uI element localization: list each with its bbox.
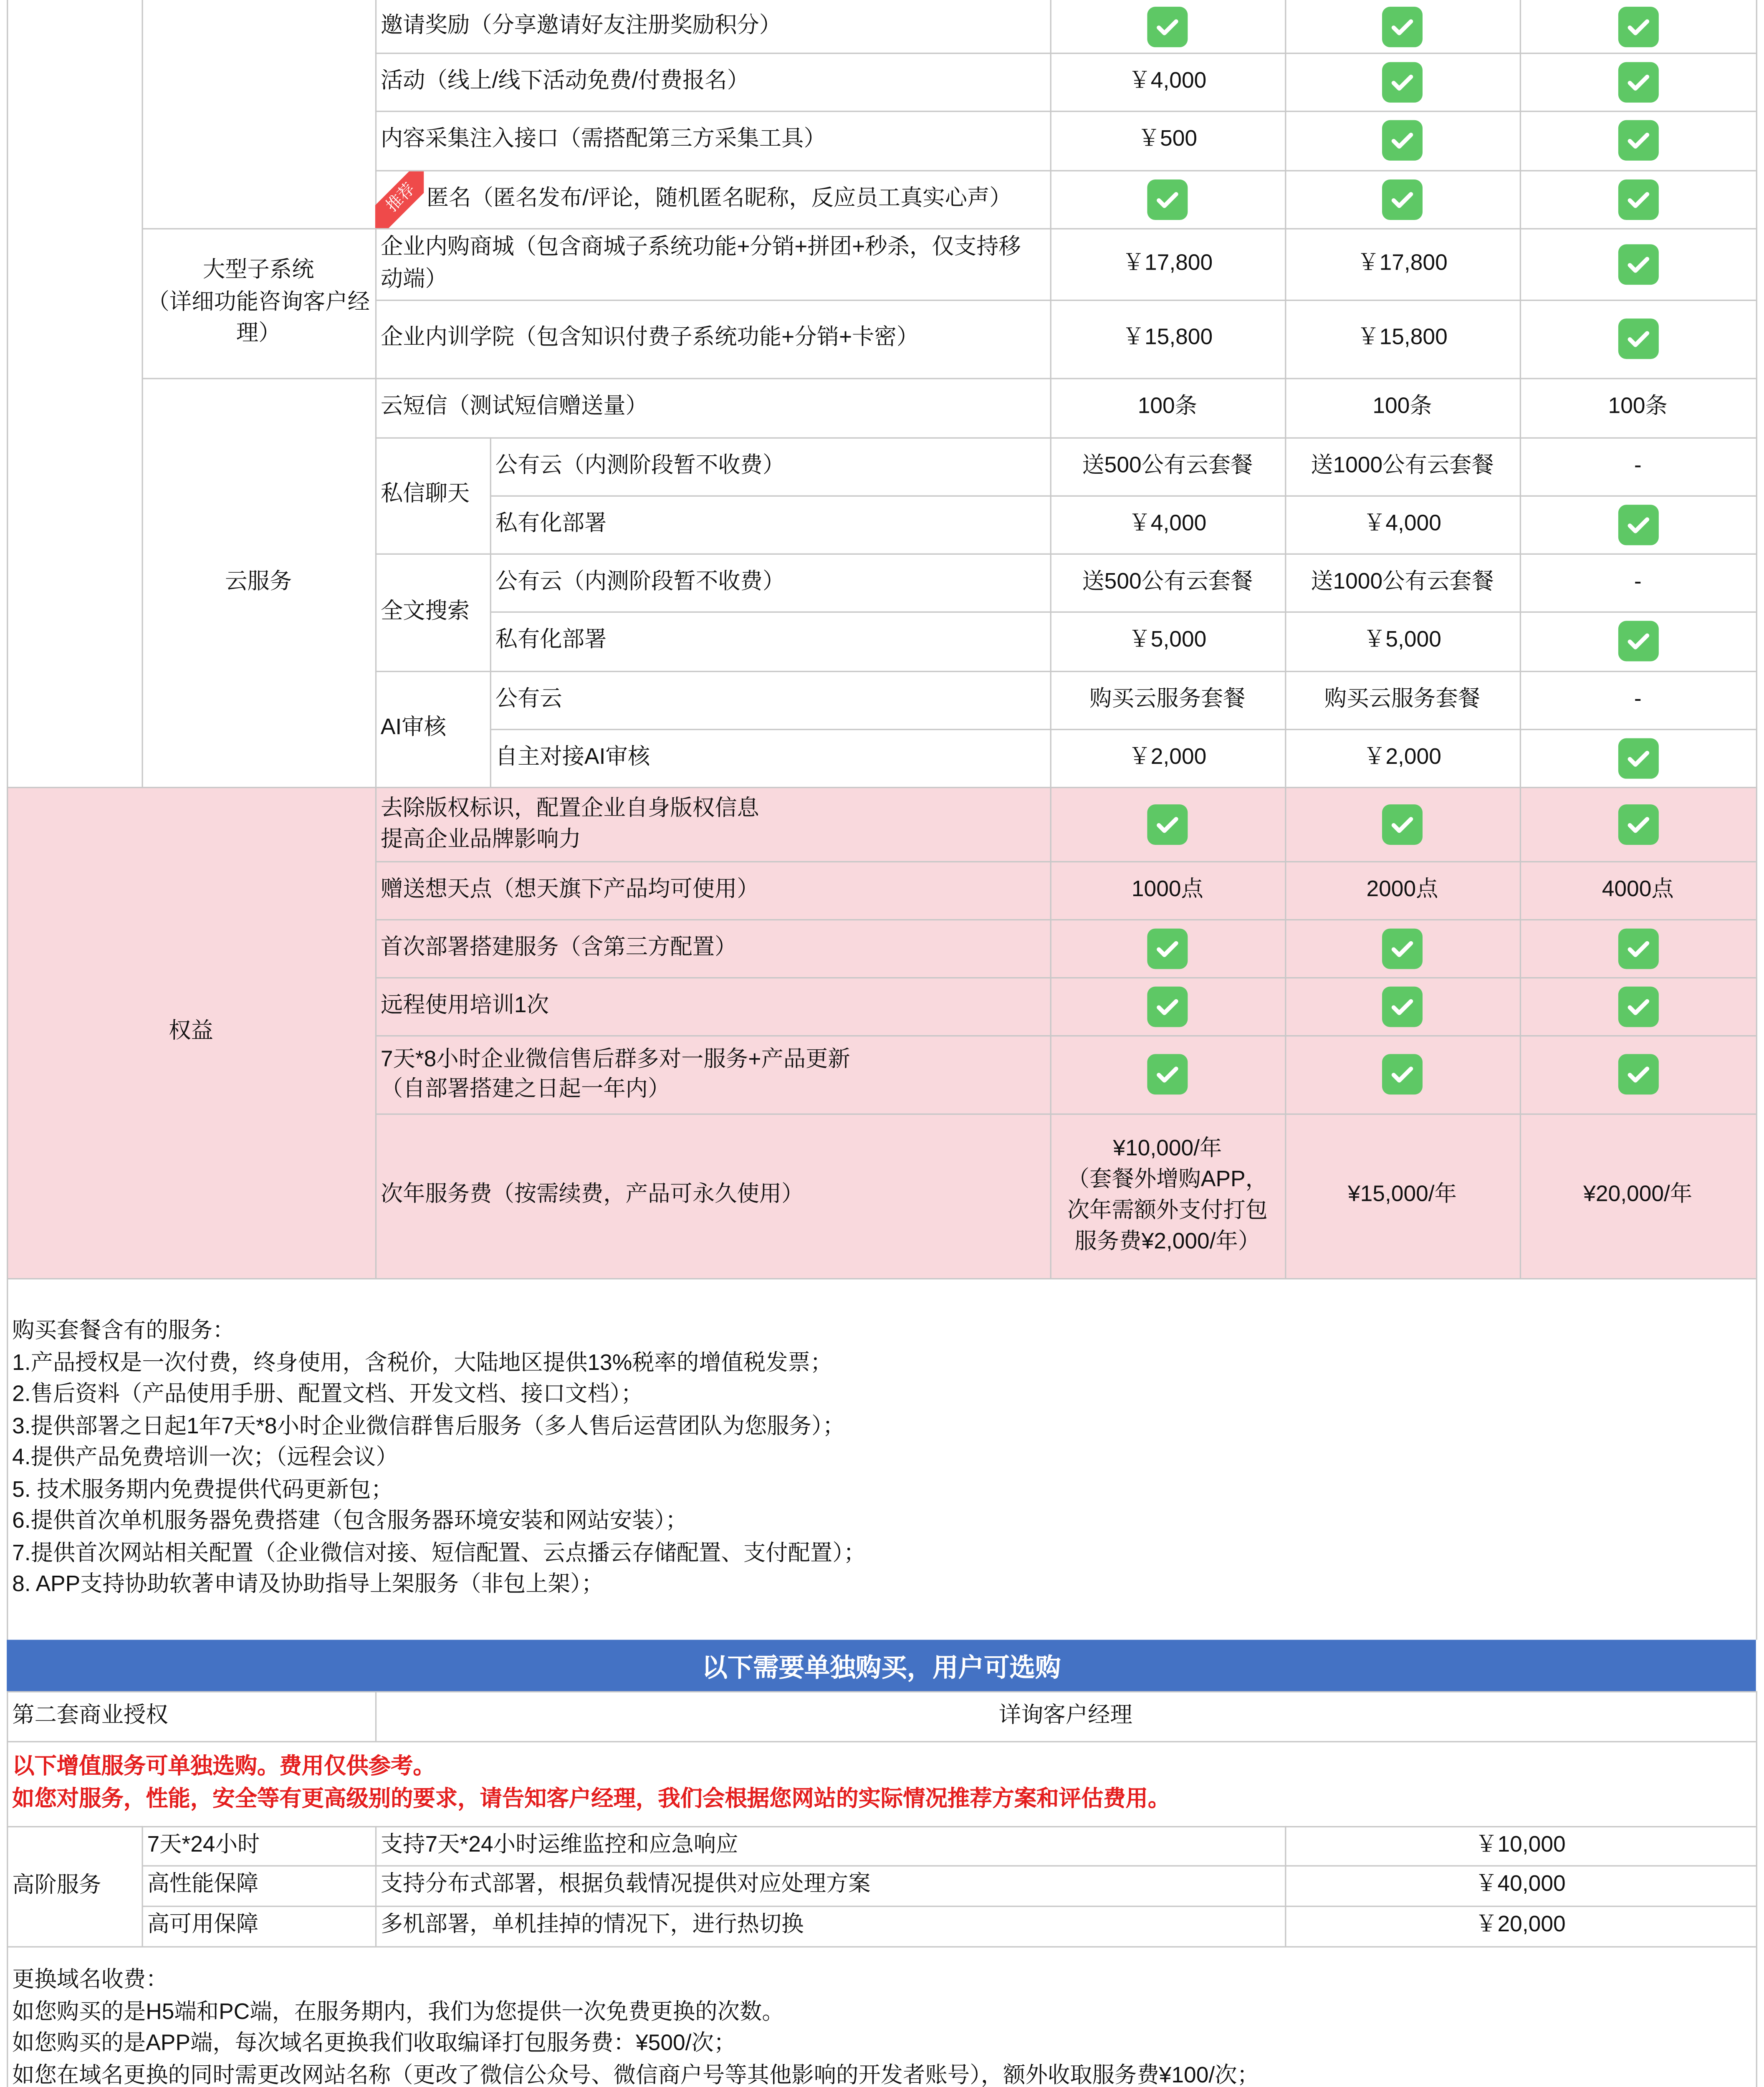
- mall-plan2: ￥17,800: [1357, 250, 1448, 275]
- check-icon: [1382, 179, 1423, 219]
- ai-self-plan1: ￥2,000: [1128, 744, 1207, 769]
- renewal-plan2: ¥15,000/年: [1347, 1182, 1457, 1207]
- check-icon: [1617, 738, 1658, 778]
- check-icon: [1617, 120, 1658, 161]
- sms-plan1: 100条: [1137, 394, 1198, 419]
- activity-plan2: [1285, 53, 1520, 111]
- advanced-row-desc: 支持分布式部署，根据负载情况提供对应处理方案: [380, 1872, 871, 1897]
- collect-label: 内容采集注入接口（需搭配第三方采集工具）: [380, 127, 826, 152]
- check-icon: [1617, 621, 1658, 661]
- invite-plan3: [1520, 0, 1756, 53]
- chat-public-plan1: 送500公有云套餐: [1082, 452, 1253, 478]
- service-item: 4.提供产品免费培训一次；（远程会议）: [12, 1445, 398, 1470]
- search-public-plan1: 送500公有云套餐: [1082, 568, 1253, 594]
- optional-notice-1: 以下增值服务可单独选购。费用仅供参考。: [12, 1754, 435, 1779]
- service-item: 6.提供首次单机服务器免费搭建（包含服务器环境安装和网站安装）；: [12, 1508, 688, 1534]
- anon-plan2: [1285, 170, 1520, 228]
- optional-notice-2: 如您对服务，性能，安全等有更高级别的要求，请告知客户经理，我们会根据您网站的实际情况推荐方案和评估费用。: [12, 1787, 1170, 1812]
- support-plan2: [1285, 1035, 1520, 1114]
- search-public-plan2: 送1000公有云套餐: [1311, 568, 1494, 594]
- ai-public-plan3: -: [1634, 686, 1642, 711]
- ai-public-label: 公有云: [495, 686, 562, 711]
- activity-plan3: [1520, 53, 1756, 111]
- points-label: 赠送想天点（想天旗下产品均可使用）: [380, 877, 759, 901]
- service-item: 5. 技术服务期内免费提供代码更新包；: [12, 1477, 394, 1502]
- domain-change-title: 更换域名收费：: [12, 1968, 168, 1992]
- check-icon: [1617, 803, 1658, 844]
- check-icon: [1147, 6, 1188, 47]
- service-item: 8. APP支持协助软著申请及协助指导上架服务（非包上架）；: [12, 1572, 604, 1597]
- points-plan1: 1000点: [1131, 877, 1203, 901]
- activity-plan1: ￥4,000: [1128, 68, 1207, 93]
- deploy-label: 首次部署搭建服务（含第三方配置）: [380, 935, 737, 959]
- renewal-plan3: ¥20,000/年: [1583, 1182, 1693, 1207]
- search-private-label: 私有化部署: [495, 627, 607, 652]
- search-private-plan2: ￥5,000: [1363, 627, 1441, 652]
- cloud-service-group: 云服务: [225, 568, 292, 594]
- anon-plan3: [1520, 170, 1756, 228]
- check-icon: [1147, 928, 1188, 968]
- deploy-plan1: [1050, 919, 1285, 977]
- training-plan1: [1050, 977, 1285, 1035]
- domain-change-item: 如您购买的是H5端和PC端，在服务期内，我们为您提供一次免费更换的次数。: [12, 1999, 784, 2024]
- chat-private-plan2: ￥4,000: [1363, 510, 1441, 536]
- check-icon: [1382, 120, 1423, 161]
- domain-change-item: 如您在域名更换的同时需更改网站名称（更改了微信公众号、微信商户号等其他影响的开发者账号），额外收取服务费¥100/次；: [12, 2063, 1259, 2087]
- ai-self-label: 自主对接AI审核: [495, 744, 650, 769]
- advanced-row-name: 高性能保障: [147, 1872, 259, 1897]
- advanced-row-price: ￥40,000: [1475, 1872, 1566, 1897]
- service-item: 2.售后资料（产品使用手册、配置文档、开发文档、接口文档）；: [12, 1382, 643, 1407]
- chat-public-plan3: -: [1634, 452, 1642, 478]
- check-icon: [1617, 928, 1658, 968]
- anon-plan1: [1050, 170, 1285, 228]
- service-item: 3.提供部署之日起1年7天*8小时企业微信群售后服务（多人售后运营团队为您服务）；: [12, 1413, 845, 1438]
- copyright-plan3: [1520, 787, 1756, 861]
- academy-plan3: [1520, 300, 1756, 378]
- ai-self-plan3: [1520, 729, 1756, 787]
- check-icon: [1382, 803, 1423, 844]
- search-group: 全文搜索: [380, 599, 470, 623]
- sms-plan3: 100条: [1608, 394, 1668, 419]
- check-icon: [1382, 1054, 1423, 1094]
- points-plan3: 4000点: [1602, 877, 1674, 901]
- check-icon: [1382, 6, 1423, 47]
- search-public-plan3: -: [1634, 568, 1642, 594]
- rights-group: 权益: [169, 1019, 213, 1044]
- service-item: 1.产品授权是一次付费，终身使用，含税价，大陆地区提供13%税率的增值税发票；: [12, 1350, 833, 1375]
- anon-label: 匿名（匿名发布/评论，随机匿名昵称，反应员工真实心声）: [426, 185, 1012, 210]
- check-icon: [1617, 6, 1658, 47]
- advanced-row-name: 7天*24小时: [147, 1832, 260, 1857]
- copyright-plan1: [1050, 787, 1285, 861]
- check-icon: [1382, 986, 1423, 1026]
- training-label: 远程使用培训1次: [380, 993, 549, 1017]
- points-plan2: 2000点: [1366, 877, 1438, 901]
- advanced-row-price: ￥20,000: [1475, 1912, 1566, 1937]
- second-license-value: 详询客户经理: [998, 1703, 1132, 1727]
- chat-public-plan2: 送1000公有云套餐: [1311, 452, 1494, 478]
- sms-label: 云短信（测试短信赠送量）: [380, 394, 648, 419]
- collect-plan1: ￥500: [1137, 127, 1198, 152]
- deploy-plan3: [1520, 919, 1756, 977]
- sms-plan2: 100条: [1372, 394, 1432, 419]
- second-license-label: 第二套商业授权: [12, 1703, 168, 1727]
- chat-private-label: 私有化部署: [495, 510, 607, 536]
- check-icon: [1382, 61, 1423, 102]
- domain-change-item: 如您购买的是APP端，每次域名更换我们收取编译打包服务费：¥500/次；: [12, 2031, 736, 2056]
- training-plan3: [1520, 977, 1756, 1035]
- activity-label: 活动（线上/线下活动免费/付费报名）: [380, 68, 750, 93]
- advanced-row-desc: 多机部署，单机挂掉的情况下，进行热切换: [380, 1912, 804, 1937]
- service-item: 7.提供首次网站相关配置（企业微信对接、短信配置、云点播云存储配置、支付配置）；: [12, 1540, 866, 1565]
- academy-label: 企业内训学院（包含知识付费子系统功能+分销+卡密）: [380, 325, 919, 350]
- mall-label: 企业内购商城（包含商城子系统功能+分销+拼团+秒杀，仅支持移动端）: [380, 234, 1021, 291]
- check-icon: [1147, 986, 1188, 1026]
- support-plan3: [1520, 1035, 1756, 1114]
- invite-plan2: [1285, 0, 1520, 53]
- chat-private-plan1: ￥4,000: [1128, 510, 1207, 536]
- invite-plan1: [1050, 0, 1285, 53]
- domain-change-notes: [12, 1965, 1259, 2087]
- advanced-row-price: ￥10,000: [1475, 1832, 1566, 1857]
- check-icon: [1147, 179, 1188, 219]
- check-icon: [1617, 318, 1658, 359]
- included-services: [12, 1316, 866, 1602]
- mall-plan1: ￥17,800: [1122, 250, 1213, 275]
- ai-public-plan2: 购买云服务套餐: [1324, 686, 1481, 711]
- optional-purchase-banner: 以下需要单独购买，用户可选购: [7, 1640, 1756, 1691]
- chat-group: 私信聊天: [380, 482, 470, 506]
- ai-self-plan2: ￥2,000: [1363, 744, 1441, 769]
- ai-group: AI审核: [380, 715, 446, 740]
- advanced-row-name: 高可用保障: [147, 1912, 259, 1937]
- check-icon: [1617, 1054, 1658, 1094]
- academy-plan1: ￥15,800: [1122, 325, 1213, 350]
- check-icon: [1617, 61, 1658, 102]
- support-label: 7天*8小时企业微信售后群多对一服务+产品更新 （自部署搭建之日起一年内）: [380, 1047, 850, 1102]
- renewal-plan1: ¥10,000/年 （套餐外增购APP，次年需额外支付打包服务费¥2,000/年）: [1067, 1136, 1268, 1254]
- check-icon: [1617, 504, 1658, 545]
- mall-plan3: [1520, 228, 1756, 299]
- collect-plan2: [1285, 111, 1520, 170]
- training-plan2: [1285, 977, 1520, 1035]
- check-icon: [1617, 244, 1658, 284]
- collect-plan3: [1520, 111, 1756, 170]
- chat-private-plan3: [1520, 495, 1756, 553]
- check-icon: [1382, 928, 1423, 968]
- check-icon: [1617, 179, 1658, 219]
- search-private-plan1: ￥5,000: [1128, 627, 1207, 652]
- check-icon: [1617, 986, 1658, 1026]
- recommend-tag: 推荐: [375, 172, 424, 228]
- academy-plan2: ￥15,800: [1357, 325, 1448, 350]
- copyright-label: 去除版权标识，配置企业自身版权信息 提高企业品牌影响力: [380, 796, 759, 851]
- advanced-service-group: 高阶服务: [12, 1872, 101, 1897]
- renewal-label: 次年服务费（按需续费，产品可永久使用）: [380, 1182, 804, 1207]
- invite-label: 邀请奖励（分享邀请好友注册奖励积分）: [380, 13, 782, 38]
- large-subsystem-group: 大型子系统 （详细功能咨询客户经理）: [147, 257, 370, 346]
- copyright-plan2: [1285, 787, 1520, 861]
- chat-public-label: 公有云（内测阶段暂不收费）: [495, 452, 785, 478]
- included-services-title: 购买套餐含有的服务：: [12, 1319, 235, 1343]
- support-plan1: [1050, 1035, 1285, 1114]
- ai-public-plan1: 购买云服务套餐: [1089, 686, 1246, 711]
- advanced-row-desc: 支持7天*24小时运维监控和应急响应: [380, 1832, 738, 1857]
- check-icon: [1147, 1054, 1188, 1094]
- search-public-label: 公有云（内测阶段暂不收费）: [495, 568, 785, 594]
- search-private-plan3: [1520, 611, 1756, 671]
- check-icon: [1147, 803, 1188, 844]
- deploy-plan2: [1285, 919, 1520, 977]
